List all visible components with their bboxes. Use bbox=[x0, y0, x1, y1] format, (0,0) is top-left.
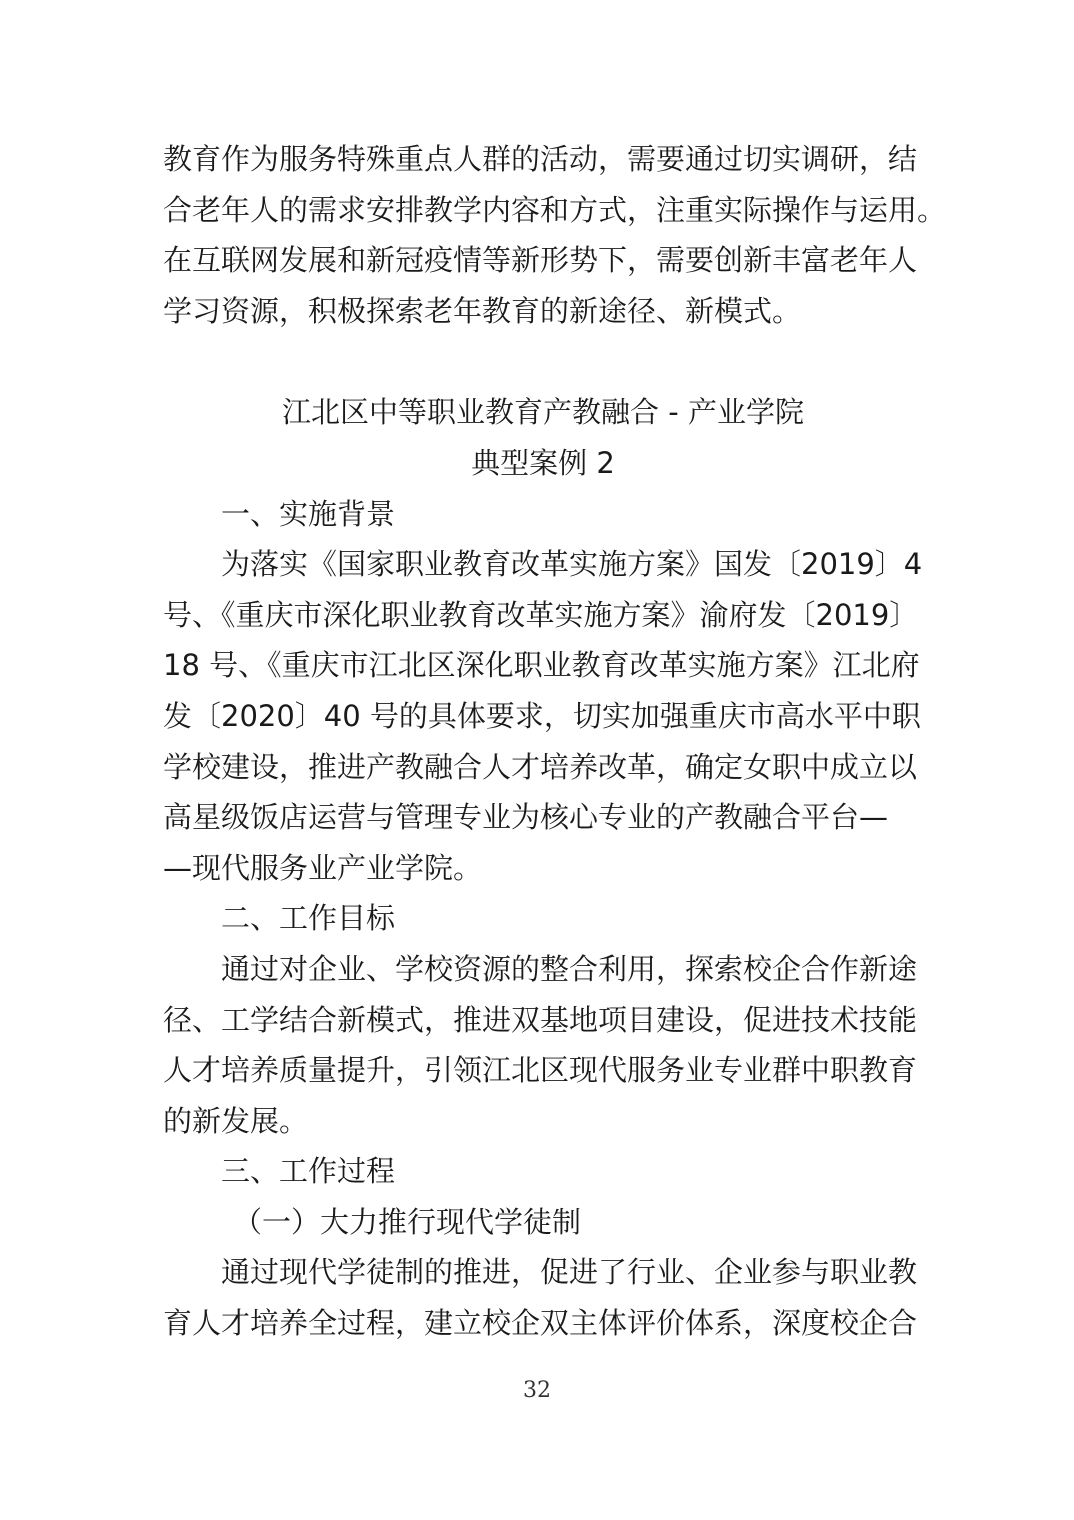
section1-line: 18 号、《重庆市江北区深化职业教育改革实施方案》江北府 bbox=[163, 648, 920, 683]
section2-line: 径、工学结合新模式，推进双基地项目建设，促进技术技能 bbox=[163, 1002, 918, 1037]
section2-line: 的新发展。 bbox=[163, 1103, 309, 1138]
section1-line: 为落实《国家职业教育改革实施方案》国发〔2019〕4 bbox=[221, 547, 923, 582]
section1-line: 发〔2020〕40 号的具体要求，切实加强重庆市高水平中职 bbox=[163, 698, 921, 733]
subsection1-line: 通过现代学徒制的推进，促进了行业、企业参与职业教 bbox=[221, 1255, 918, 1290]
section2-line: 人才培养质量提升，引领江北区现代服务业专业群中职教育 bbox=[163, 1053, 918, 1088]
section1-line: —现代服务业产业学院。 bbox=[163, 850, 483, 885]
intro-line: 在互联网发展和新冠疫情等新形势下，需要创新丰富老年人 bbox=[163, 243, 918, 278]
paragraph-gap bbox=[163, 336, 923, 387]
section1-line: 号、《重庆市深化职业教育改革实施方案》渝府发〔2019〕 bbox=[163, 597, 919, 632]
case-title-line2: 典型案例 2 bbox=[471, 445, 615, 480]
page-number: 32 bbox=[523, 1378, 551, 1403]
section1-heading: 一、实施背景 bbox=[221, 496, 396, 531]
section3-heading: 三、工作过程 bbox=[221, 1154, 396, 1189]
intro-line: 教育作为服务特殊重点人群的活动，需要通过切实调研，结 bbox=[163, 142, 918, 176]
section1-line: 高星级饭店运营与管理专业为核心专业的产教融合平台— bbox=[163, 800, 889, 835]
section2-line: 通过对企业、学校资源的整合利用，探索校企合作新途 bbox=[221, 951, 918, 986]
intro-line: 学习资源，积极探索老年教育的新途径、新模式。 bbox=[163, 293, 802, 328]
subsection1-line: 育人才培养全过程，建立校企双主体评价体系，深度校企合 bbox=[163, 1306, 918, 1341]
section2-heading: 二、工作目标 bbox=[221, 901, 396, 936]
case-title-line1: 江北区中等职业教育产教融合 - 产业学院 bbox=[282, 395, 804, 430]
document-body bbox=[163, 134, 947, 1349]
subsection1-heading: （一）大力推行现代学徒制 bbox=[233, 1204, 582, 1239]
intro-line: 合老年人的需求安排教学内容和方式，注重实际操作与运用。 bbox=[163, 192, 947, 227]
section1-line: 学校建设，推进产教融合人才培养改革，确定女职中成立以 bbox=[163, 749, 918, 784]
